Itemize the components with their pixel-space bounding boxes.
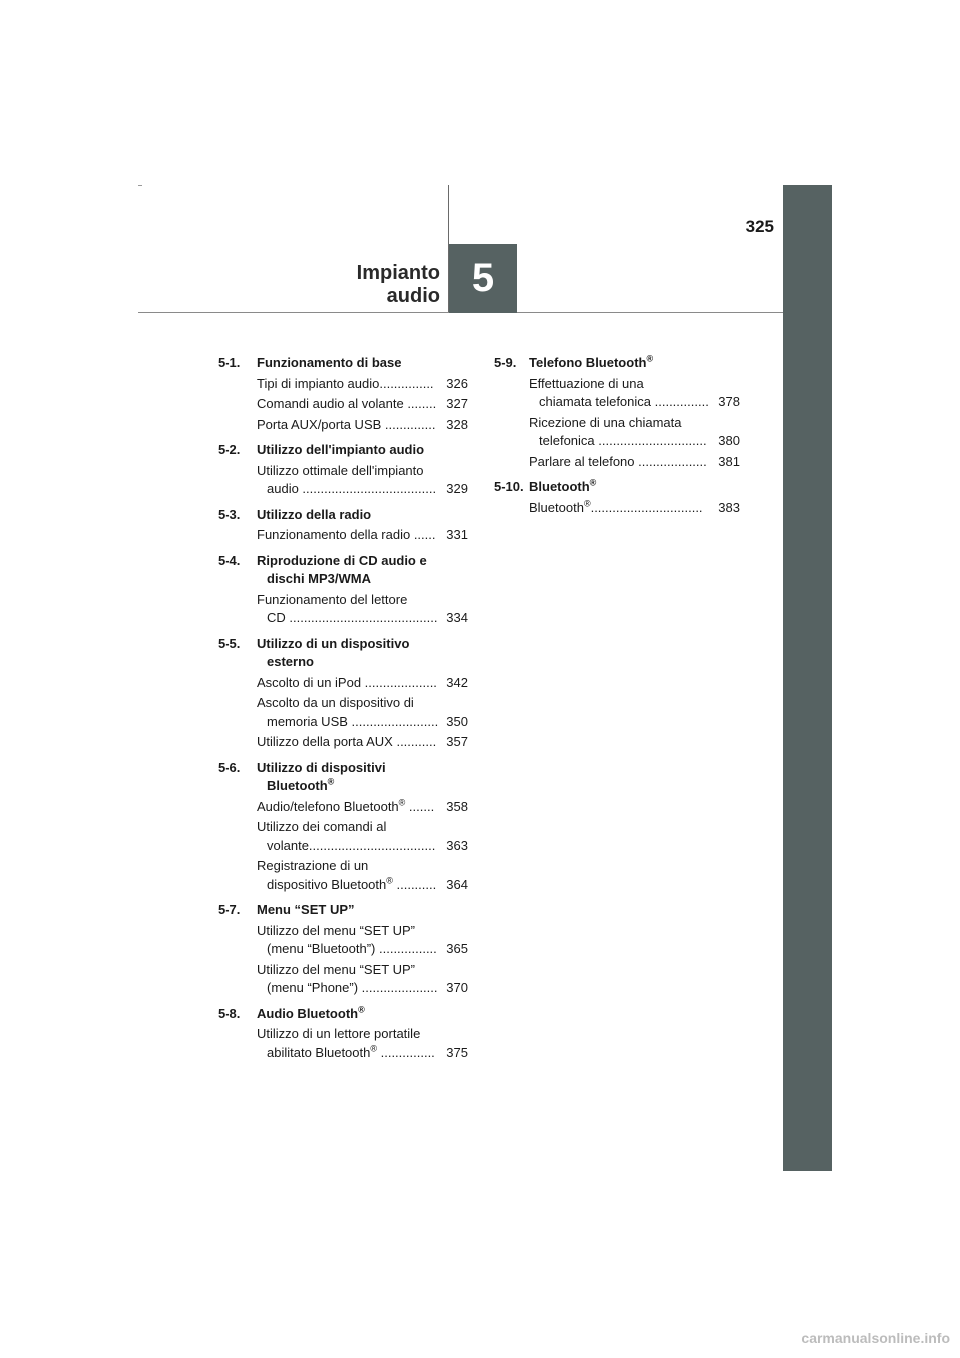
section-number: 5-10.	[494, 479, 524, 494]
entry-text	[257, 857, 440, 894]
page-number: 325	[745, 217, 774, 236]
toc-entry	[529, 499, 740, 518]
footer-watermark: carmanualsonline.info	[801, 1330, 950, 1346]
entry-text	[257, 694, 440, 731]
entry-line-continued: volante...................................	[267, 837, 436, 853]
toc-left-column	[218, 354, 468, 1062]
entry-text	[257, 733, 440, 752]
toc-entry	[257, 462, 468, 499]
registered-mark: ®	[358, 1004, 365, 1015]
entry-page-number: 342	[446, 674, 468, 690]
registered-mark: ®	[646, 353, 654, 364]
entry-line: Funzionamento della radio ......	[257, 527, 436, 542]
entry-page-number: 383	[718, 499, 740, 515]
section-number: 5-1.	[218, 355, 241, 370]
toc-entry	[257, 961, 468, 998]
section-title: Bluetooth®	[529, 477, 597, 494]
toc-section-heading	[218, 552, 468, 589]
entry-page-number: 331	[446, 527, 468, 542]
entry-line: Utilizzo della porta AUX ...........	[257, 734, 437, 749]
section-title: Telefono Bluetooth®	[529, 353, 654, 370]
entry-line: Effettuazione di una	[529, 375, 644, 391]
entry-line: Tipi di impianto audio...............	[257, 375, 434, 391]
toc-section-heading	[494, 354, 740, 373]
entry-page-number: 350	[446, 713, 468, 729]
entry-line-continued: telefonica ..............................	[539, 433, 707, 448]
toc-right-column	[494, 354, 740, 517]
registered-mark: ®	[583, 498, 591, 509]
entry-text	[257, 961, 440, 998]
entry-page-number: 328	[446, 416, 468, 432]
chapter-number-box	[449, 244, 517, 313]
entry-line: Ascolto di un iPod ....................	[257, 674, 437, 690]
toc-section-heading	[494, 478, 740, 497]
section-number: 5-9.	[494, 355, 517, 370]
entry-text	[257, 798, 440, 817]
entry-text	[529, 414, 712, 451]
entry-line-continued: (menu “Bluetooth”) ................	[267, 941, 437, 956]
entry-line: Ascolto da un dispositivo di	[257, 695, 414, 710]
entry-line: Ricezione di una chiamata	[529, 414, 682, 430]
entry-line: Parlare al telefono ...................	[529, 453, 707, 469]
entry-page-number: 357	[446, 734, 468, 749]
toc-section-heading	[218, 354, 468, 373]
entry-text	[257, 922, 440, 959]
section-number: 5-4.	[218, 552, 241, 568]
toc-entry	[257, 1025, 468, 1062]
registered-mark: ®	[370, 1043, 377, 1054]
toc-entry	[257, 526, 468, 545]
entry-line-continued: CD .........................................	[267, 610, 438, 625]
toc-section-heading	[218, 1005, 468, 1024]
entry-text	[257, 416, 440, 435]
section-title: Utilizzo della radio	[257, 506, 372, 522]
entry-page-number: 329	[446, 481, 468, 496]
entry-page-number: 378	[718, 394, 740, 409]
chapter-title: Impianto audio	[356, 262, 440, 307]
section-title: Funzionamento di base	[257, 355, 402, 370]
entry-line-continued: memoria USB ........................	[267, 713, 439, 729]
entry-page-number: 358	[446, 798, 468, 814]
entry-text	[257, 818, 440, 855]
entry-page-number: 380	[718, 433, 740, 448]
section-title: Utilizzo di un dispositivo esterno	[257, 635, 468, 672]
entry-line-continued: audio .....................................	[267, 481, 437, 496]
entry-text	[257, 591, 440, 628]
entry-text	[529, 453, 712, 472]
entry-page-number: 364	[446, 876, 468, 892]
section-title: Utilizzo di dispositivi Bluetooth®	[257, 759, 468, 796]
registered-mark: ®	[386, 875, 393, 886]
entry-line-continued: chiamata telefonica ...............	[539, 394, 709, 409]
section-title: Audio Bluetooth®	[257, 1004, 365, 1021]
entry-line: Comandi audio al volante ........	[257, 396, 437, 411]
section-number: 5-3.	[218, 506, 241, 522]
entry-page-number: 375	[446, 1044, 468, 1060]
entry-page-number: 327	[446, 396, 468, 411]
toc-section-heading	[218, 441, 468, 460]
corner-tick	[138, 185, 142, 186]
entry-line: Utilizzo di un lettore portatile	[257, 1026, 421, 1041]
entry-line: Funzionamento del lettore	[257, 591, 408, 607]
section-title: Menu “SET UP”	[257, 902, 355, 917]
section-title-continued: dischi MP3/WMA	[267, 571, 372, 586]
toc-section-heading	[218, 759, 468, 796]
registered-mark: ®	[327, 776, 335, 787]
toc-entry	[257, 591, 468, 628]
chapter-number: 5	[471, 256, 495, 300]
toc-entry	[257, 857, 468, 894]
section-title: Riproduzione di CD audio e dischi MP3/WMA	[257, 552, 468, 589]
toc-entry	[529, 414, 740, 451]
section-number: 5-5.	[218, 635, 241, 651]
section-number: 5-8.	[218, 1005, 241, 1021]
entry-text	[257, 462, 440, 499]
entry-line-continued: (menu “Phone”) .....................	[267, 980, 438, 995]
entry-line: Porta AUX/porta USB ..............	[257, 416, 436, 432]
entry-page-number: 334	[446, 610, 468, 625]
entry-text	[257, 674, 440, 693]
toc-entry	[257, 694, 468, 731]
entry-line-continued: abilitato Bluetooth® ...............	[267, 1043, 435, 1060]
toc-entry	[257, 395, 468, 414]
toc-entry	[257, 733, 468, 752]
registered-mark: ®	[589, 477, 597, 488]
toc-section-heading	[218, 506, 468, 525]
entry-text	[257, 526, 440, 545]
toc-section-heading	[218, 635, 468, 672]
entry-line: Bluetooth®...............................	[529, 498, 703, 515]
entry-line: Utilizzo del menu “SET UP”	[257, 961, 415, 977]
section-title-continued: esterno	[267, 654, 314, 669]
entry-page-number: 381	[718, 453, 740, 469]
toc-entry	[257, 416, 468, 435]
section-number: 5-2.	[218, 442, 241, 457]
entry-page-number: 365	[446, 941, 468, 956]
toc-entry	[529, 453, 740, 472]
entry-text	[257, 395, 440, 414]
entry-page-number: 370	[446, 980, 468, 995]
section-title-continued: Bluetooth®	[267, 776, 335, 793]
section-number: 5-7.	[218, 902, 241, 917]
entry-page-number: 326	[446, 375, 468, 391]
entry-text	[529, 375, 712, 412]
entry-line: Utilizzo dei comandi al	[257, 819, 387, 834]
section-number: 5-6.	[218, 759, 241, 775]
toc-entry	[257, 922, 468, 959]
entry-line: Utilizzo del menu “SET UP”	[257, 922, 415, 938]
entry-text	[257, 375, 440, 394]
toc-entry	[257, 818, 468, 855]
entry-text	[529, 499, 712, 518]
registered-mark: ®	[398, 797, 406, 808]
entry-line: Utilizzo ottimale dell'impianto	[257, 462, 424, 478]
entry-line: Registrazione di un	[257, 858, 369, 873]
toc-entry	[257, 798, 468, 817]
entry-line-continued: dispositivo Bluetooth® ...........	[267, 875, 437, 892]
section-title: Utilizzo dell'impianto audio	[257, 442, 425, 457]
entry-page-number: 363	[446, 837, 468, 853]
toc-section-heading	[218, 901, 468, 920]
entry-line: Audio/telefono Bluetooth® .......	[257, 797, 435, 814]
toc-entry	[257, 674, 468, 693]
entry-text	[257, 1025, 440, 1062]
toc-entry	[257, 375, 468, 394]
toc-entry	[529, 375, 740, 412]
chapter-sidebar-tab	[783, 185, 832, 1171]
